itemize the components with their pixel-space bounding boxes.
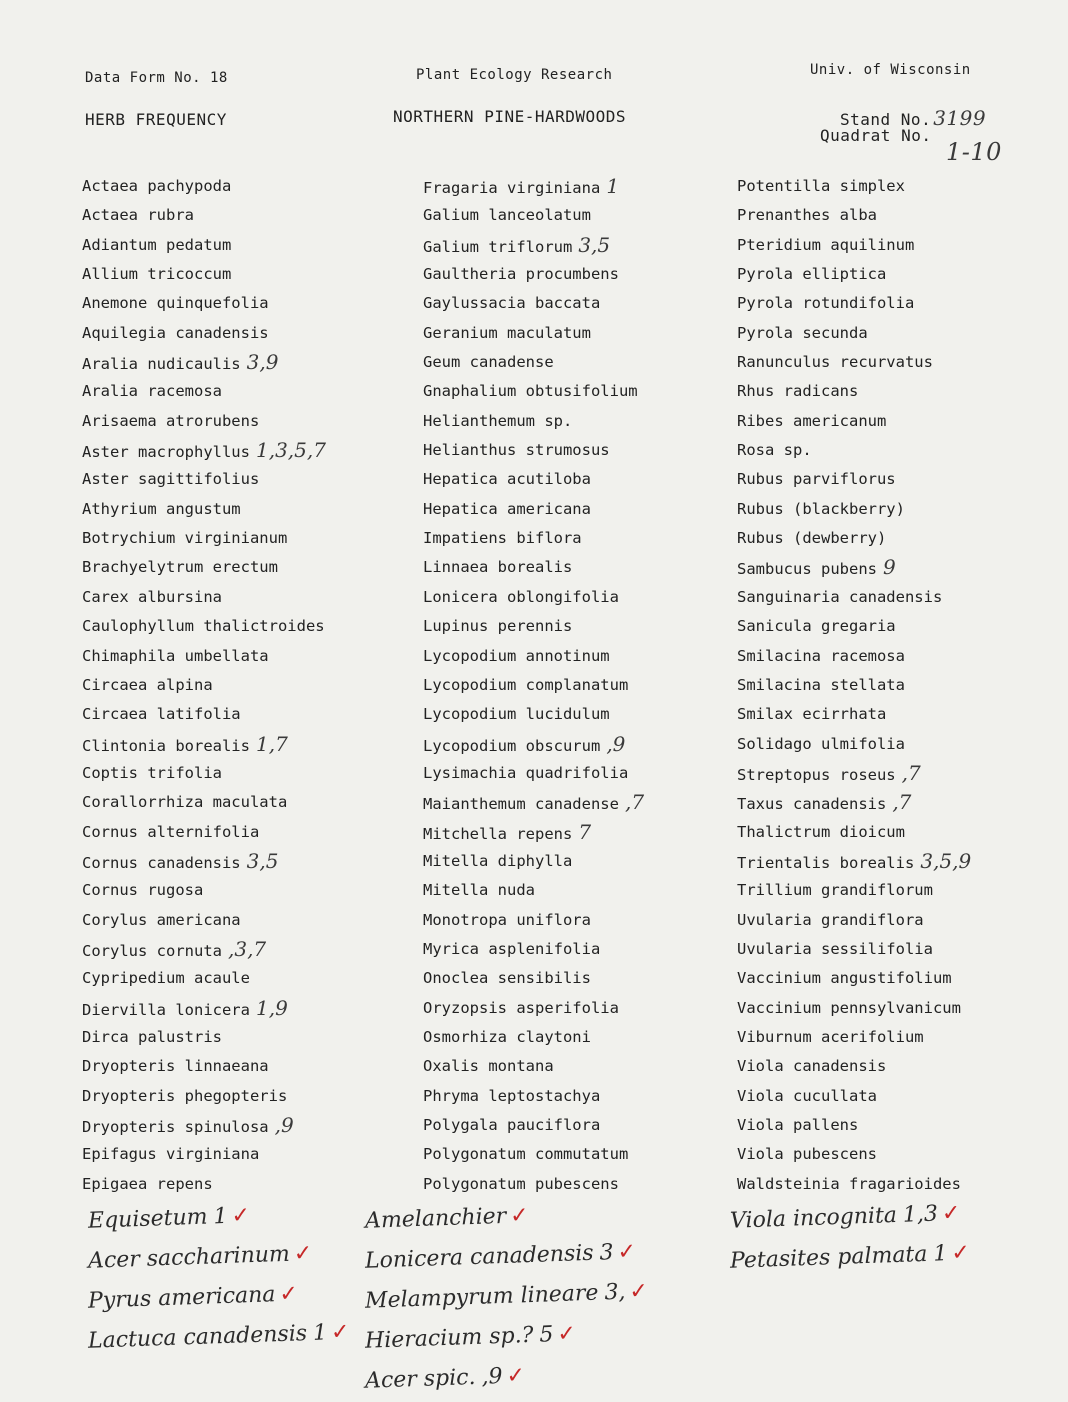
handwritten-occurrence-note: 1	[213, 1203, 228, 1230]
species-row	[737, 847, 1067, 876]
form-title: HERB FREQUENCY	[85, 110, 227, 129]
species-row	[82, 495, 412, 524]
species-row	[423, 700, 753, 729]
species-row	[82, 818, 412, 847]
species-row	[737, 1052, 1067, 1081]
species-row	[423, 348, 753, 377]
species-name: Ranunculus recurvatus	[737, 353, 933, 372]
species-row	[82, 671, 412, 700]
species-name: Viola canadensis	[737, 1057, 887, 1076]
species-name: Carex albursina	[82, 587, 222, 606]
species-name: Helianthemum sp.	[423, 411, 573, 430]
species-name: Vaccinium angustifolium	[737, 969, 952, 988]
species-name: Cornus canadensis	[82, 853, 241, 872]
species-column-1	[82, 172, 412, 1199]
species-row	[82, 524, 412, 553]
species-name: Trillium grandiflorum	[737, 881, 933, 900]
species-column-3	[737, 172, 1067, 1199]
community-name: NORTHERN PINE-HARDWOODS	[393, 107, 627, 126]
quadrat-occurrence-note: 9	[882, 555, 896, 580]
species-row	[82, 1052, 412, 1081]
species-name: Allium tricoccum	[82, 265, 232, 284]
species-name: Sambucus pubens	[737, 560, 877, 579]
species-row	[82, 407, 412, 436]
handwritten-occurrence-note: 1	[932, 1241, 948, 1267]
species-name: Pyrola elliptica	[737, 265, 887, 284]
species-name: Sanicula gregaria	[737, 617, 896, 636]
check-mark-icon: ✓	[330, 1319, 350, 1346]
species-row	[82, 994, 412, 1023]
species-row	[423, 671, 753, 700]
form-number: Data Form No. 18	[85, 70, 228, 86]
species-row	[82, 847, 412, 876]
species-row	[737, 994, 1067, 1023]
species-name: Brachyelytrum erectum	[82, 558, 278, 577]
species-name: Rosa sp.	[737, 441, 812, 460]
quadrat-occurrence-note: 1,7	[255, 731, 288, 756]
stand-label: Stand No.	[840, 110, 932, 129]
species-name: Aster macrophyllus	[82, 443, 250, 462]
species-row	[82, 201, 412, 230]
species-name: Gaultheria procumbens	[423, 265, 619, 284]
university-name: Univ. of Wisconsin	[810, 62, 971, 78]
species-name: Sanguinaria canadensis	[737, 587, 943, 606]
species-row	[423, 289, 753, 318]
species-name: Lycopodium complanatum	[423, 675, 629, 694]
species-row	[423, 553, 753, 582]
species-row	[737, 583, 1067, 612]
handwritten-species-name: Equisetum	[87, 1204, 208, 1234]
species-row	[423, 201, 753, 230]
species-name: Rubus (dewberry)	[737, 529, 887, 548]
species-name: Rubus parviflorus	[737, 470, 896, 489]
quadrat-occurrence-note: 1,3,5,7	[255, 438, 326, 463]
species-name: Prenanthes alba	[737, 206, 877, 225]
quadrat-occurrence-note: 7	[578, 819, 592, 844]
species-name: Ribes americanum	[737, 411, 887, 430]
species-name: Uvularia grandiflora	[737, 910, 924, 929]
species-name: Lycopodium lucidulum	[423, 705, 610, 724]
quadrat-occurrence-note: ,9	[606, 731, 626, 756]
species-row	[737, 201, 1067, 230]
species-name: Smilax ecirrhata	[737, 705, 887, 724]
species-name: Gnaphalium obtusifolium	[423, 382, 638, 401]
stand-value: 3199	[933, 106, 987, 130]
species-row	[737, 1140, 1067, 1169]
species-row	[737, 348, 1067, 377]
species-row	[423, 1111, 753, 1140]
handwritten-species-name: Acer saccharinum	[87, 1241, 291, 1274]
species-name: Epifagus virginiana	[82, 1145, 260, 1164]
species-row	[82, 642, 412, 671]
quadrat-occurrence-note: 3,5	[578, 232, 611, 257]
species-name: Monotropa uniflora	[423, 910, 591, 929]
species-name: Geum canadense	[423, 353, 554, 372]
species-row	[423, 465, 753, 494]
handwritten-occurrence-note: 1,3	[902, 1201, 939, 1228]
species-row	[423, 730, 753, 759]
species-row	[423, 935, 753, 964]
species-row	[423, 1023, 753, 1052]
handwritten-occurrence-note: 3	[599, 1240, 615, 1266]
species-row	[423, 847, 753, 876]
species-name: Vaccinium pennsylvanicum	[737, 998, 961, 1017]
species-name: Oxalis montana	[423, 1057, 554, 1076]
species-name: Viola pubescens	[737, 1145, 877, 1164]
species-row	[737, 436, 1067, 465]
species-name: Corylus americana	[82, 910, 241, 929]
species-name: Adiantum pedatum	[82, 235, 232, 254]
species-row	[737, 876, 1067, 905]
check-mark-icon: ✓	[279, 1281, 299, 1308]
species-row	[737, 818, 1067, 847]
species-row	[737, 289, 1067, 318]
species-row	[82, 1111, 412, 1140]
handwritten-species-name: Amelanchier	[364, 1203, 507, 1234]
handwritten-occurrence-note: 3,	[604, 1279, 626, 1306]
species-name: Trientalis borealis	[737, 853, 915, 872]
species-name: Hepatica americana	[423, 499, 591, 518]
species-row	[423, 583, 753, 612]
species-name: Rhus radicans	[737, 382, 859, 401]
species-row	[82, 436, 412, 465]
species-name: Lupinus perennis	[423, 617, 573, 636]
quadrat-occurrence-note: 3,5	[246, 848, 279, 873]
species-row	[423, 231, 753, 260]
species-row	[423, 642, 753, 671]
quadrat-occurrence-note: ,9	[274, 1113, 294, 1137]
species-name: Coptis trifolia	[82, 763, 222, 782]
species-name: Actaea rubra	[82, 206, 194, 225]
quadrat-number	[820, 126, 931, 145]
species-name: Chimaphila umbellata	[82, 646, 269, 665]
species-name: Potentilla simplex	[737, 177, 905, 195]
species-row	[737, 759, 1067, 788]
species-name: Viola pallens	[737, 1116, 859, 1134]
species-name: Polygonatum commutatum	[423, 1145, 629, 1164]
species-name: Pyrola rotundifolia	[737, 294, 915, 313]
quadrat-occurrence-note: ,7	[624, 790, 645, 815]
species-row	[423, 1140, 753, 1169]
species-row	[82, 319, 412, 348]
species-row	[737, 788, 1067, 817]
species-row	[82, 553, 412, 582]
species-name: Lycopodium obscurum	[423, 736, 601, 755]
species-name: Rubus (blackberry)	[737, 499, 905, 518]
species-name: Dryopteris spinulosa	[82, 1118, 269, 1136]
species-row	[82, 1082, 412, 1111]
species-row	[82, 583, 412, 612]
species-row	[423, 1052, 753, 1081]
check-mark-icon: ✓	[950, 1240, 971, 1267]
species-row	[737, 260, 1067, 289]
species-name: Polygonatum pubescens	[423, 1174, 619, 1193]
species-name: Cornus alternifolia	[82, 822, 260, 841]
species-name: Corylus cornuta	[82, 941, 222, 960]
species-name: Oryzopsis asperifolia	[423, 998, 619, 1017]
species-name: Solidago ulmifolia	[737, 734, 905, 753]
species-row	[423, 260, 753, 289]
project-name: Plant Ecology Research	[416, 67, 613, 83]
species-row	[737, 964, 1067, 993]
species-name: Geranium maculatum	[423, 323, 591, 342]
species-name: Aralia racemosa	[82, 382, 222, 401]
quadrat-occurrence-note: 1	[606, 174, 620, 198]
species-name: Osmorhiza claytoni	[423, 1027, 591, 1046]
check-mark-icon: ✓	[509, 1203, 530, 1229]
handwritten-species-name: Lactuca canadensis	[87, 1321, 308, 1354]
handwritten-species-name: Petasites palmata	[729, 1241, 928, 1274]
species-row	[737, 935, 1067, 964]
species-name: Smilacina stellata	[737, 675, 905, 694]
species-row	[737, 495, 1067, 524]
species-row	[737, 231, 1067, 260]
handwritten-additions-3	[730, 1196, 1060, 1276]
species-column-2	[423, 172, 753, 1199]
species-name: Aster sagittifolius	[82, 470, 260, 489]
species-row	[423, 172, 753, 201]
species-row	[737, 1111, 1067, 1140]
species-name: Impatiens biflora	[423, 529, 582, 548]
species-name: Cornus rugosa	[82, 881, 204, 900]
species-name: Gaylussacia baccata	[423, 294, 601, 313]
species-row	[82, 788, 412, 817]
species-row	[82, 172, 412, 201]
handwritten-species-name: Melampyrum lineare	[364, 1280, 599, 1314]
species-row	[82, 964, 412, 993]
species-name: Pyrola secunda	[737, 323, 868, 342]
species-name: Aralia nudicaulis	[82, 355, 241, 374]
species-row	[737, 407, 1067, 436]
species-name: Actaea pachypoda	[82, 177, 232, 195]
species-row	[423, 759, 753, 788]
species-name: Viola cucullata	[737, 1086, 877, 1105]
species-name: Cypripedium acaule	[82, 969, 250, 988]
species-name: Mitchella repens	[423, 824, 573, 843]
quadrat-occurrence-note: 3,5,9	[920, 848, 972, 873]
handwritten-occurrence-note: ,9	[481, 1363, 503, 1390]
species-name: Waldsteinia fragarioides	[737, 1174, 961, 1193]
species-row	[423, 1082, 753, 1111]
species-row	[737, 172, 1067, 201]
species-name: Polygala pauciflora	[423, 1116, 601, 1134]
species-name: Fragaria virginiana	[423, 179, 601, 197]
species-name: Lycopodium annotinum	[423, 646, 610, 665]
species-name: Hepatica acutiloba	[423, 470, 591, 489]
species-row	[737, 642, 1067, 671]
species-name: Pteridium aquilinum	[737, 235, 915, 254]
species-row	[423, 495, 753, 524]
species-row	[82, 730, 412, 759]
species-row	[737, 553, 1067, 582]
handwritten-additions-2	[365, 1196, 695, 1396]
species-name: Clintonia borealis	[82, 736, 250, 755]
species-name: Circaea alpina	[82, 675, 213, 694]
species-row	[737, 1023, 1067, 1052]
check-mark-icon: ✓	[556, 1321, 577, 1348]
species-row	[82, 289, 412, 318]
species-row	[82, 1023, 412, 1052]
species-row	[82, 935, 412, 964]
species-name: Athyrium angustum	[82, 499, 241, 518]
species-name: Diervilla lonicera	[82, 1000, 250, 1019]
species-name: Aquilegia canadensis	[82, 323, 269, 342]
species-name: Viburnum acerifolium	[737, 1027, 924, 1046]
species-row	[737, 524, 1067, 553]
species-row	[423, 319, 753, 348]
handwritten-species-name: Pyrus americana	[87, 1282, 276, 1314]
species-name: Mitella diphylla	[423, 851, 573, 870]
species-name: Smilacina racemosa	[737, 646, 905, 665]
species-row	[423, 788, 753, 817]
check-mark-icon: ✓	[629, 1278, 649, 1305]
species-row	[423, 612, 753, 641]
quadrat-value: 1-10	[946, 138, 1002, 166]
species-name: Anemone quinquefolia	[82, 294, 269, 313]
check-mark-icon: ✓	[617, 1239, 637, 1265]
species-row	[737, 1082, 1067, 1111]
species-name: Myrica asplenifolia	[423, 939, 601, 958]
check-mark-icon: ✓	[941, 1200, 961, 1227]
species-row	[737, 730, 1067, 759]
species-row	[423, 876, 753, 905]
handwritten-species-name: Lonicera canadensis	[364, 1240, 595, 1274]
species-name: Dryopteris phegopteris	[82, 1086, 288, 1105]
quadrat-occurrence-note: 1,9	[255, 995, 288, 1020]
species-name: Dryopteris linnaeana	[82, 1057, 269, 1076]
species-name: Arisaema atrorubens	[82, 411, 260, 430]
species-row	[423, 524, 753, 553]
handwritten-occurrence-note: 1	[312, 1320, 328, 1346]
species-name: Maianthemum canadense	[423, 795, 619, 814]
species-name: Caulophyllum thalictroides	[82, 617, 325, 636]
species-row	[82, 231, 412, 260]
species-row	[423, 436, 753, 465]
handwritten-species-name: Acer spic.	[364, 1364, 476, 1394]
quadrat-occurrence-note: 3,9	[246, 350, 279, 375]
species-name: Thalictrum dioicum	[737, 822, 905, 841]
species-row	[737, 377, 1067, 406]
species-row	[82, 612, 412, 641]
species-row	[82, 759, 412, 788]
species-row	[82, 260, 412, 289]
species-row	[423, 964, 753, 993]
species-row	[423, 407, 753, 436]
species-name: Lonicera oblongifolia	[423, 587, 619, 606]
species-row	[82, 1140, 412, 1169]
species-name: Galium lanceolatum	[423, 206, 591, 225]
species-row	[82, 348, 412, 377]
species-name: Uvularia sessilifolia	[737, 939, 933, 958]
species-name: Lysimachia quadrifolia	[423, 763, 629, 782]
species-name: Linnaea borealis	[423, 558, 573, 577]
species-row	[737, 319, 1067, 348]
species-row	[737, 906, 1067, 935]
check-mark-icon: ✓	[506, 1363, 526, 1389]
species-row	[423, 818, 753, 847]
check-mark-icon: ✓	[231, 1203, 251, 1229]
species-name: Dirca palustris	[82, 1027, 222, 1046]
species-name: Epigaea repens	[82, 1174, 213, 1193]
species-row	[737, 671, 1067, 700]
species-row	[737, 465, 1067, 494]
quadrat-label: Quadrat No.	[820, 126, 932, 145]
species-row	[423, 906, 753, 935]
species-name: Taxus canadensis	[737, 795, 887, 814]
handwritten-species-name: Hieracium sp.?	[364, 1322, 534, 1354]
species-name: Streptopus roseus	[737, 765, 896, 784]
species-row	[82, 700, 412, 729]
species-name: Circaea latifolia	[82, 705, 241, 724]
handwritten-species-name: Viola incognita	[729, 1202, 898, 1234]
species-row	[423, 377, 753, 406]
species-name: Botrychium virginianum	[82, 529, 288, 548]
species-name: Phryma leptostachya	[423, 1086, 601, 1105]
species-row	[82, 876, 412, 905]
species-name: Corallorrhiza maculata	[82, 793, 288, 812]
handwritten-occurrence-note: 5	[538, 1322, 554, 1348]
species-row	[737, 700, 1067, 729]
species-row	[82, 377, 412, 406]
species-name: Galium triflorum	[423, 237, 573, 256]
quadrat-occurrence-note: ,3,7	[227, 936, 267, 961]
check-mark-icon: ✓	[293, 1240, 313, 1267]
species-row	[423, 994, 753, 1023]
species-row	[82, 906, 412, 935]
species-name: Helianthus strumosus	[423, 441, 610, 460]
species-name: Onoclea sensibilis	[423, 969, 591, 988]
species-name: Mitella nuda	[423, 881, 535, 900]
species-row	[737, 612, 1067, 641]
quadrat-occurrence-note: ,7	[901, 760, 921, 785]
species-row	[82, 465, 412, 494]
quadrat-occurrence-note: ,7	[892, 790, 912, 815]
